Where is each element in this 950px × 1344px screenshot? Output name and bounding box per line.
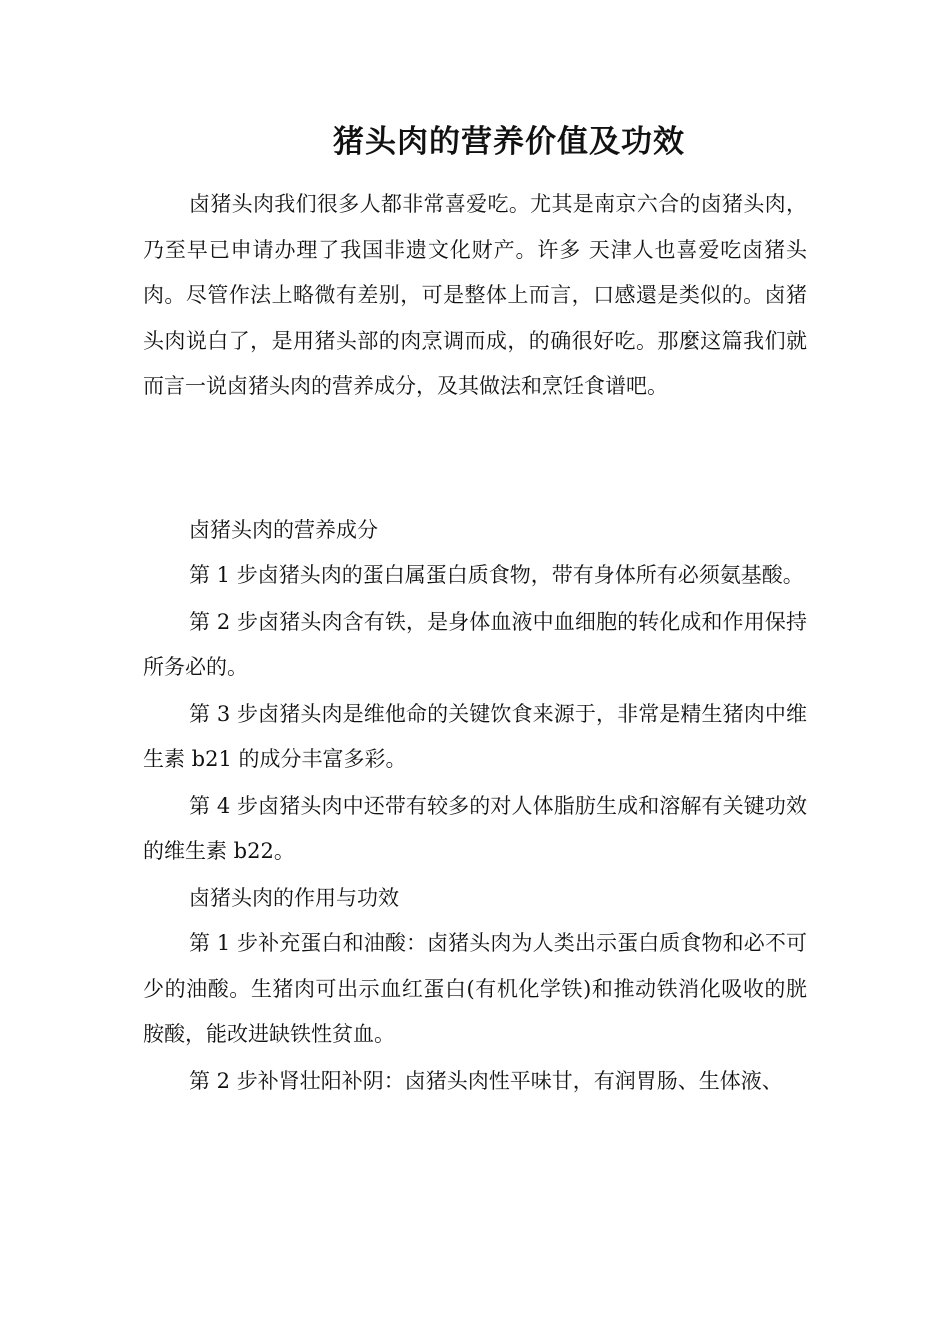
nutrition-step-4: 第 4 步卤猪头肉中还带有较多的对人体脂肪生成和溶解有关键功效的维生素 b22。	[143, 793, 807, 863]
nutrition-step-2: 第 2 步卤猪头肉含有铁，是身体血液中血细胞的转化成和作用保持所务必的。	[143, 609, 807, 679]
nutrition-step-1: 第 1 步卤猪头肉的蛋白属蛋白质食物，带有身体所有必须氨基酸。	[189, 563, 804, 587]
nutrition-step-3: 第 3 步卤猪头肉是维他命的关键饮食来源于，非常是精生猪肉中维生素 b21 的成分丰富多彩。	[143, 701, 807, 771]
document-body	[143, 182, 807, 1105]
benefit-step-1: 第 1 步补充蛋白和油酸：卤猪头肉为人类出示蛋白质食物和必不可少的油酸。生猪肉可出示血红蛋白(有机化学铁)和推动铁消化吸收的胱胺酸，能改进缺铁性贫血。	[143, 931, 807, 1046]
document-title: 猪头肉的营养价值及功效	[333, 124, 685, 160]
section-heading-nutrition: 卤猪头肉的营养成分	[189, 517, 378, 542]
paragraph-spacer	[143, 410, 807, 508]
section-heading-benefits: 卤猪头肉的作用与功效	[189, 885, 399, 910]
intro-paragraph: 卤猪头肉我们很多人都非常喜爱吃。尤其是南京六合的卤猪头肉，乃至早已申请办理了我国非遗文化财产。许多 天津人也喜爱吃卤猪头肉。尽管作法上略微有差别，可是整体上而言，口感還是类似的。卤猪头肉说白了，是用猪头部的肉烹调而成，的确很好吃。那麼这篇我们就而言一说卤猪头肉的营养成分，及其做法和烹饪食谱吧。	[143, 192, 807, 398]
benefit-step-2: 第 2 步补肾壮阳补阴：卤猪头肉性平味甘，有润胃肠、生体液、	[189, 1068, 783, 1093]
